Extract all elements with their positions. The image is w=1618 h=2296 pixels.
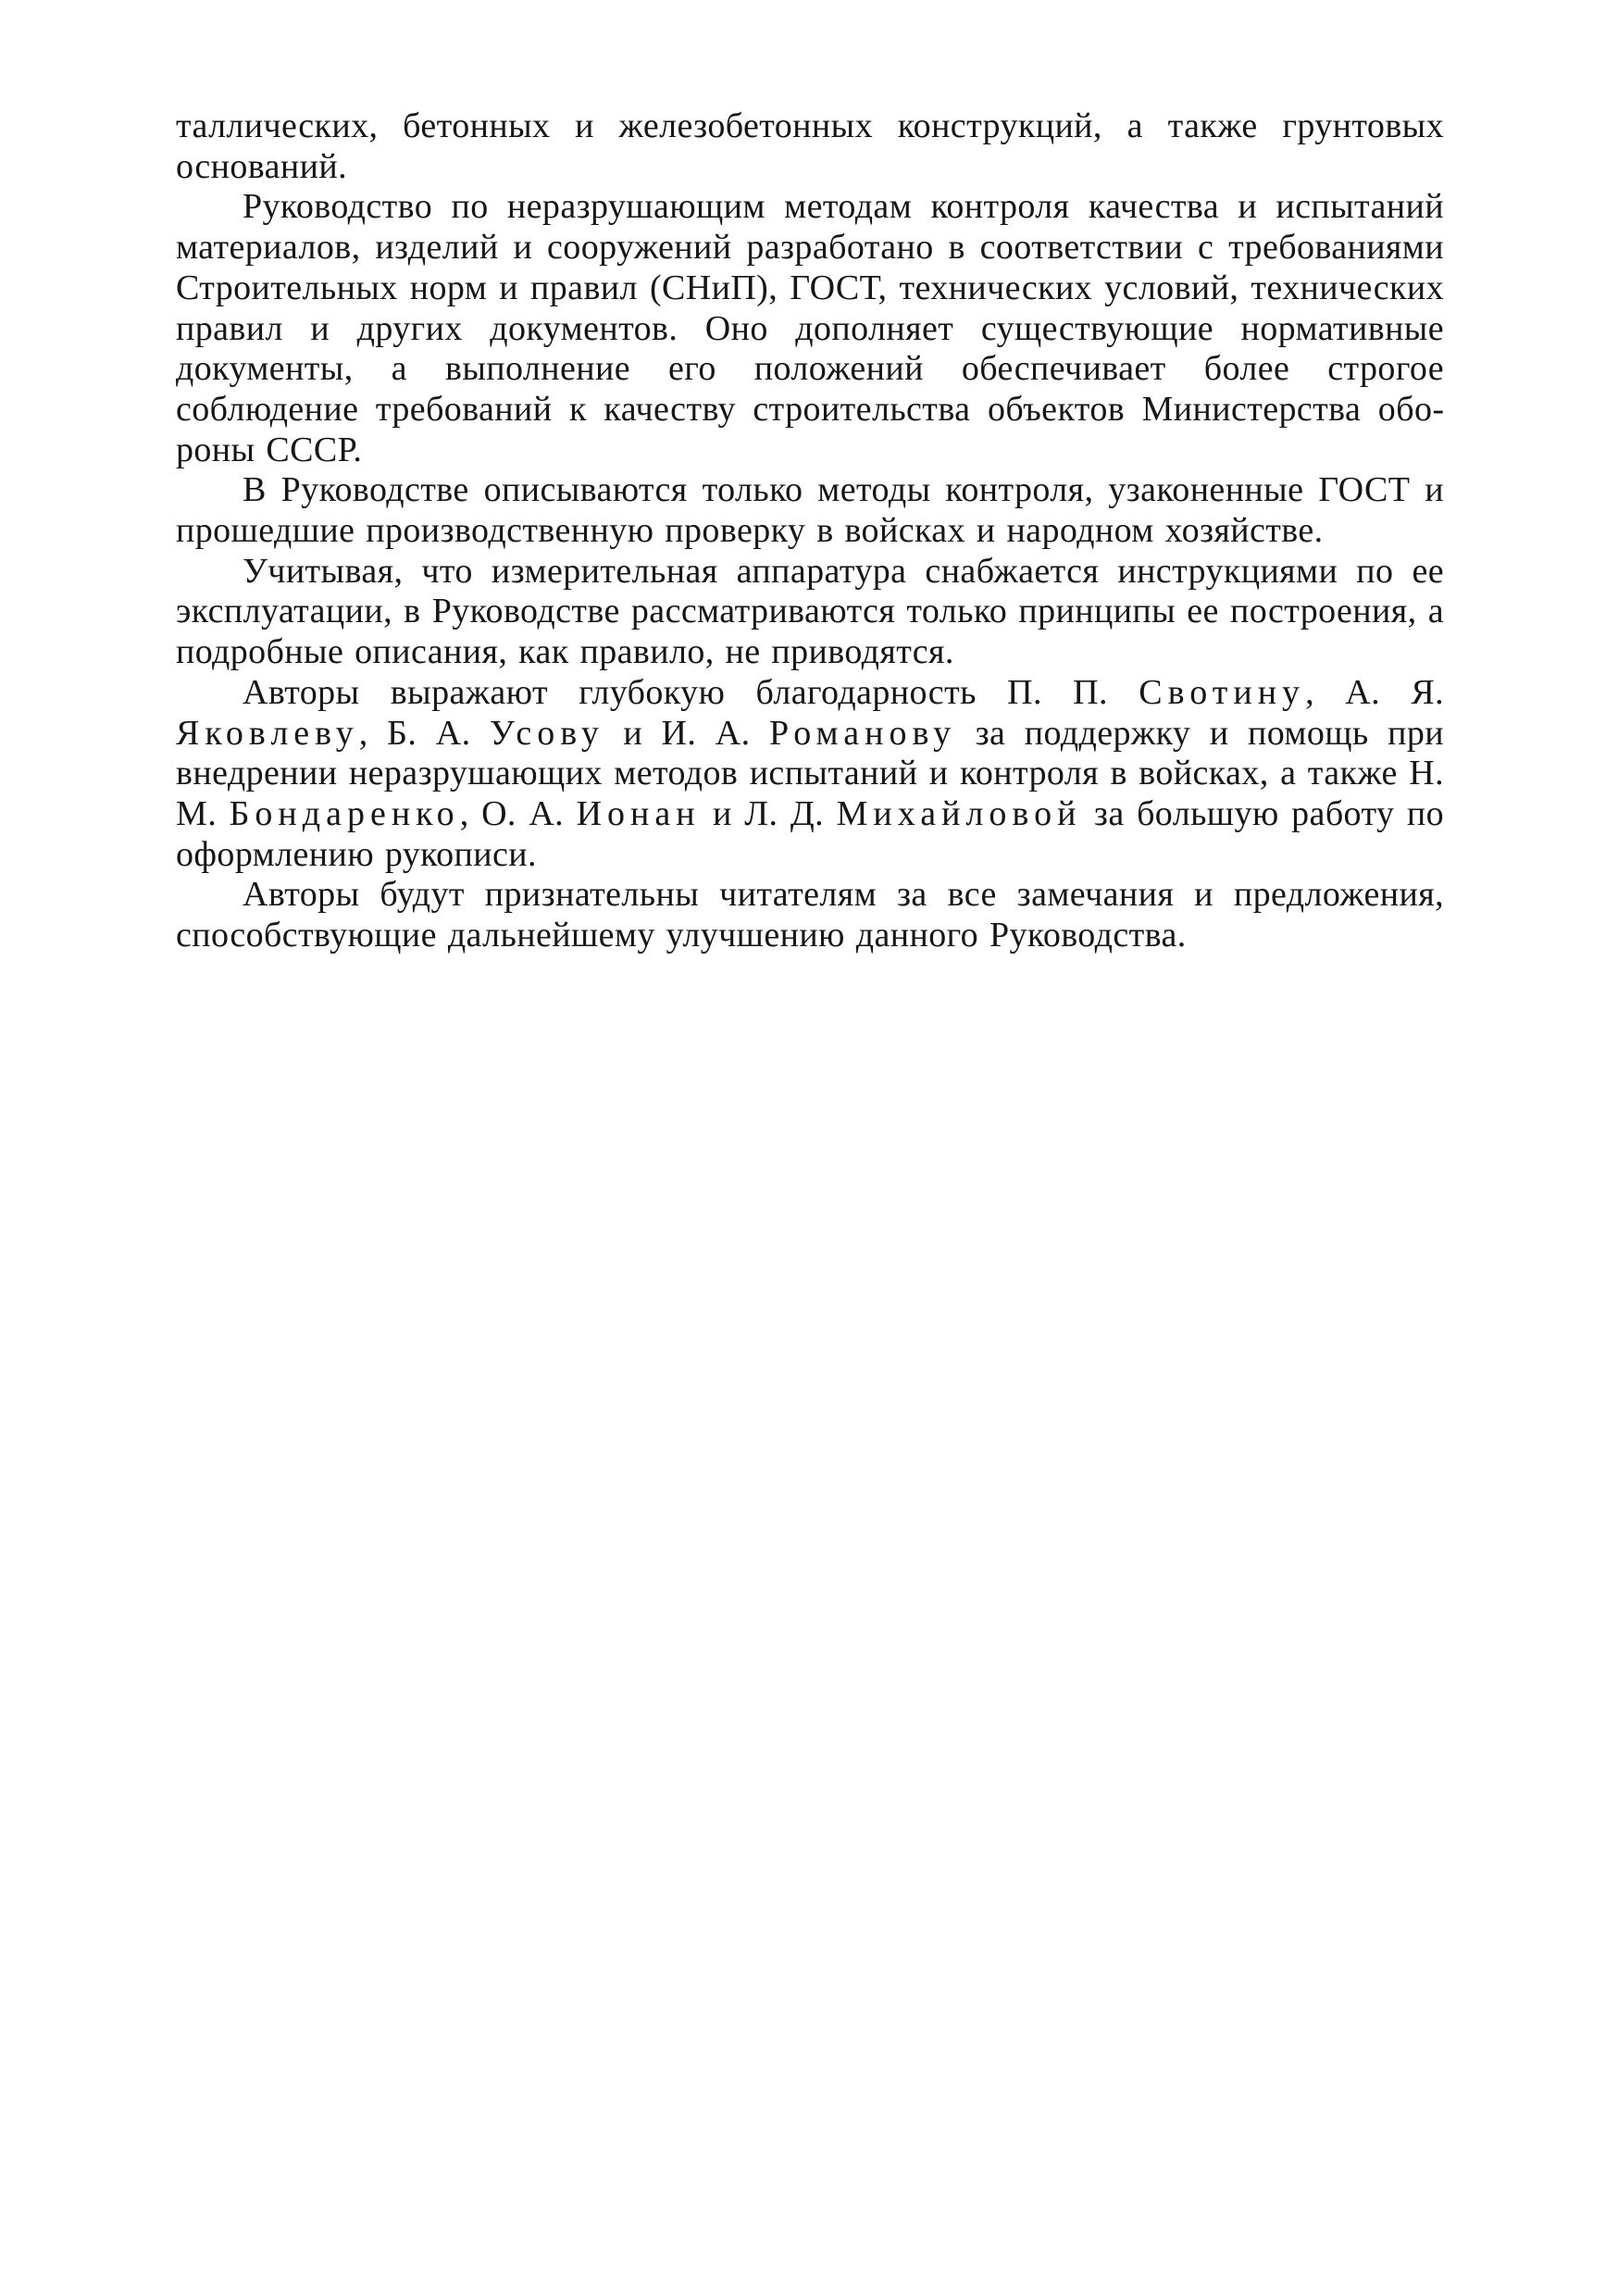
text-run: и Л. Д. <box>700 793 837 833</box>
person-name: Ионан <box>576 793 701 833</box>
body-text <box>176 106 1444 956</box>
person-name: Свотину <box>1139 672 1306 712</box>
text-run: Авторы выражают глубокую благодарность П. П. <box>243 672 1139 712</box>
text-run: , Б. А. <box>358 713 490 753</box>
person-name: Бондаренко <box>229 793 460 833</box>
text-run: , О. А. <box>459 793 577 833</box>
person-name: Михайловой <box>836 793 1082 833</box>
paragraph-feedback <box>176 875 1444 955</box>
paragraph-text: Учитывая, что измерительная аппаратура снабжается инструкциями по ее эксплуатации, в Руководстве рассматриваются только принципы ее построения, а подробные описания, как правило, не приводятся. <box>176 551 1444 672</box>
text-run: и И. А. <box>604 713 769 753</box>
person-name: Усову <box>490 713 604 753</box>
paragraph-scope <box>176 470 1444 551</box>
paragraph-acknowledgements <box>176 673 1444 876</box>
text-run: за большую работу по оформлению рукописи. <box>176 793 1444 874</box>
text-run: за поддержку и помощь при внедрении неразрушающих методов испытаний и контроля в войсках, а также Н. М. <box>176 713 1444 833</box>
paragraph-equipment <box>176 552 1444 673</box>
paragraph-text: таллических, бетонных и железобетонных конструкций, а также грунтовых оснований. <box>176 106 1444 186</box>
paragraph-text: В Руководстве описываются только методы контроля, узаконенные ГОСТ и прошедшие производственную проверку в войсках и народном хозяйстве. <box>176 470 1444 551</box>
person-name: Романову <box>769 713 957 753</box>
paragraph-continuation <box>176 106 1444 187</box>
paragraph-text: Авторы будут признательны читателям за все замечания и предложения, способствующие дальнейшему улучшению данного Руководства. <box>176 875 1444 955</box>
person-name: Яковлеву <box>176 713 359 753</box>
paragraph-text: Руководство по неразрушающим методам контроля качества и испытаний материалов, изделий и сооружений разработано в соответствии с требованиями Строительных норм и правил (СНиП), ГОСТ, технических условий, технических правил и других документов. Оно дополняет существующие нормативные документы, а выполнение его положений обеспечивает более строгое соблюдение требований к качеству строительства объектов Министерства обороны СССР. <box>176 187 1444 469</box>
paragraph-purpose <box>176 187 1444 470</box>
text-run: , А. Я. <box>1305 672 1444 712</box>
